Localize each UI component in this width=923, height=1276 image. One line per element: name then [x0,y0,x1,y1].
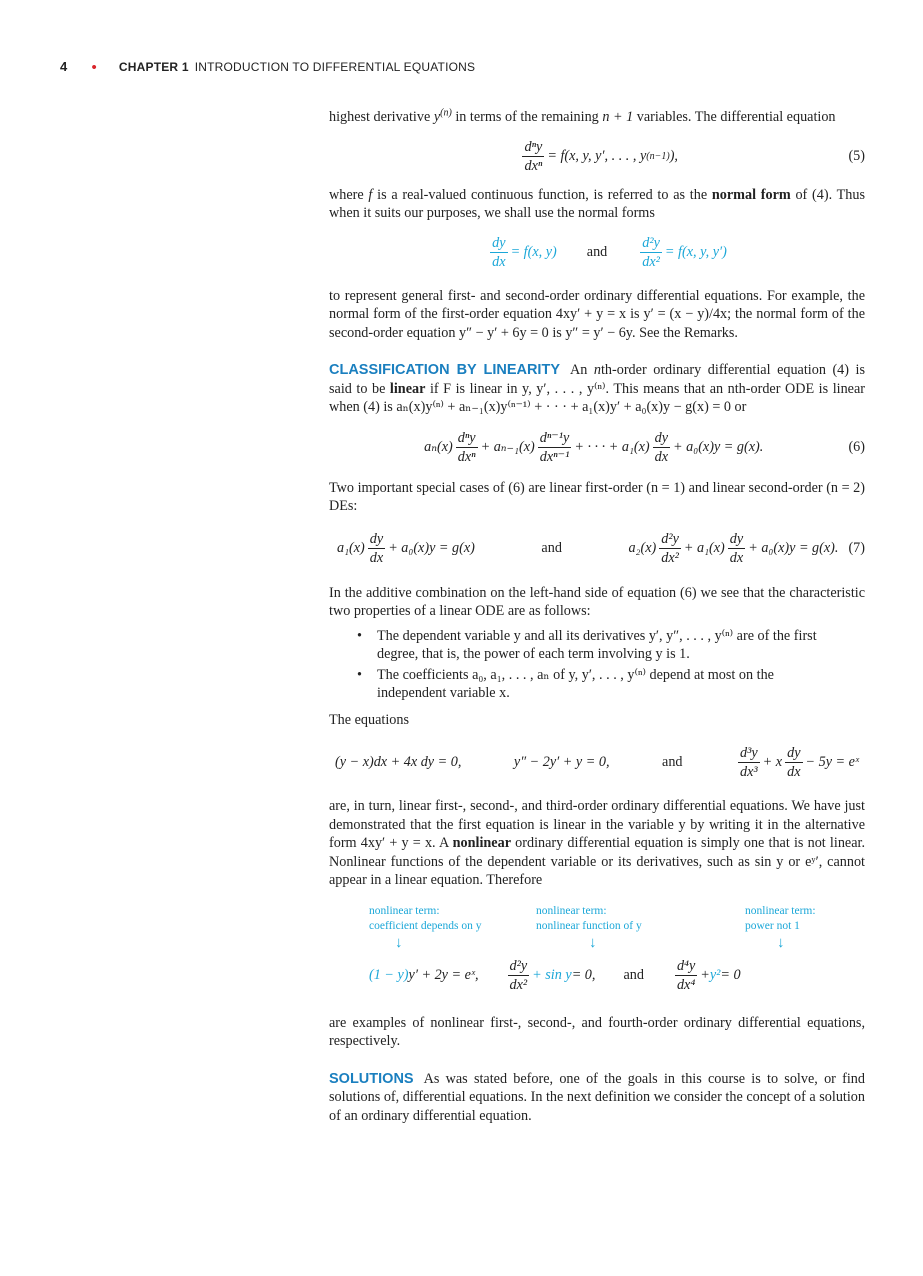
equation-6: aₙ(x) $\frac{\text{dⁿy}}{\text{dxⁿ}}$ + aₙ₋₁(x) $\frac{\text{dⁿ⁻¹y}}{\text{dxⁿ⁻¹}}$ + · · · + a₁(x) $\frac{dy}{dx}$ + a₀(x)y = g(x). (6) [424,430,865,465]
section-heading-solutions: SOLUTIONS [329,1070,414,1087]
paragraph-8: are examples of nonlinear first-, second-, and fourth-order ordinary differential equations, respectively. [329,1014,865,1049]
paragraph-5: In the additive combination on the left-hand side of equation (6) we see that the characteristic two properties of a linear ODE are as follows: [329,584,865,619]
arrow-down-icon: ↓ [777,934,785,951]
paragraph-6: The equations [329,711,409,728]
annotation-3: nonlinear term: power not 1 [745,904,816,932]
paragraph-4: Two important special cases of (6) are linear first-order (n = 1) and linear second-order (n = 2) DEs: [329,479,865,514]
section-solutions: SOLUTIONS As was stated before, one of the goals in this course is to solve, or find solutions of, differential equations. In the next definition we consider the concept of a solution of an ordinary differential equation. [329,1070,865,1124]
header-bullet: • [91,59,97,76]
paragraph-2: where f is a real-valued continuous function, is referred to as the normal form of (4). Thus when it suits our purposes, we shall use the normal forms [329,186,865,221]
annotation-1: nonlinear term: coefficient depends on y [369,904,482,932]
annotation-2: nonlinear term: nonlinear function of y [536,904,642,932]
equation-5: $\frac{\text{dⁿy}}{\text{dxⁿ}}$ = f(x, y, y′, . . . , y (n−1) ), (5) [524,139,865,174]
page-number: 4 [60,59,68,74]
arrow-down-icon: ↓ [589,934,597,951]
equation-number-6: (6) [848,439,865,456]
chapter-label: CHAPTER 1 [118,60,189,74]
page-body [329,108,865,1125]
nonlinear-examples: nonlinear term: coefficient depends on y nonlinear term: nonlinear function of y nonlinear term: power not 1 ↓ ↓ ↓ (1 − y) y′ + 2y = eˣ, $\frac{\text{d²y}}{\text{dx²}}$ + sin y = 0, and $\frac{\text{d⁴y}}{\text{dx⁴}}$ + y² = 0 [369,904,816,993]
equation-number-7: (7) [848,540,865,557]
section-heading-linearity: CLASSIFICATION BY LINEARITY [329,362,560,378]
running-header [60,58,475,74]
paragraph-1: highest derivative $y^{(n)}$ in terms of the remaining n + 1 variables. The differential equation [329,107,836,125]
list-item: • The coefficients a₀, a₁, . . . , aₙ of y, y′, . . . , y⁽ⁿ⁾ depend at most on the independent variable x. [357,666,774,701]
equation-number-5: (5) [848,148,865,165]
section-linearity: CLASSIFICATION BY LINEARITY An nth-order ordinary differential equation (4) is said to be linear if F is linear in y, y′, . . . , y⁽ⁿ⁾. This means that an nth-order ODE is linear when (4) is aₙ(x)y⁽ⁿ⁾ + aₙ₋₁(x)y⁽ⁿ⁻¹⁾ + · · · + a₁(x)y′ + a₀(x)y − g(x) = 0 or [329,362,865,415]
equation-7: a₁(x) $\frac{dy}{dx}$ + a₀(x)y = g(x) and a₂(x) $\frac{\text{d²y}}{\text{dx²}}$ + a₁(x) $\frac{dy}{dx}$ + a₀(x)y = g(x). (7) [337,531,865,566]
paragraph-7: are, in turn, linear first-, second-, and third-order ordinary differential equations. We have just demonstrated that the first equation is linear in the variable y by writing it in the alternative form 4xy′ + y = x. A nonlinear ordinary differential equation is simply one that is not linear. Nonlinear functions of the dependent variable or its derivatives, such as sin y or eʸ′, cannot appear in a linear equation. Therefore [329,798,865,888]
property-list [329,627,865,703]
list-item: • The dependent variable y and all its derivatives y′, y″, . . . , y⁽ⁿ⁾ are of the first degree, that is, the power of each term involving y is 1. [357,627,817,662]
normal-forms: $\frac{dy}{dx}$ = f(x, y) and $\frac{\text{d²y}}{\text{dx²}}$ = f(x, y, y′) [492,235,727,270]
arrow-down-icon: ↓ [395,934,403,951]
fraction: $\frac{\text{dⁿy}}{\text{dxⁿ}}$ [524,139,543,174]
linear-examples: (y − x)dx + 4x dy = 0, y″ − 2y′ + y = 0, and $\frac{\text{d³y}}{\text{dx³}}$ + x $\frac{dy}{dx}$ − 5y = eˣ [335,744,859,780]
paragraph-3: to represent general first- and second-order ordinary differential equations. For example, the normal form of the first-order equation 4xy′ + y = x is y′ = (x − y)/4x; the normal form of the second-order equation y″ − y′ + 6y = 0 is y″ = y′ − 6y. See the Remarks. [329,287,865,341]
chapter-title: INTRODUCTION TO DIFFERENTIAL EQUATIONS [194,60,476,74]
